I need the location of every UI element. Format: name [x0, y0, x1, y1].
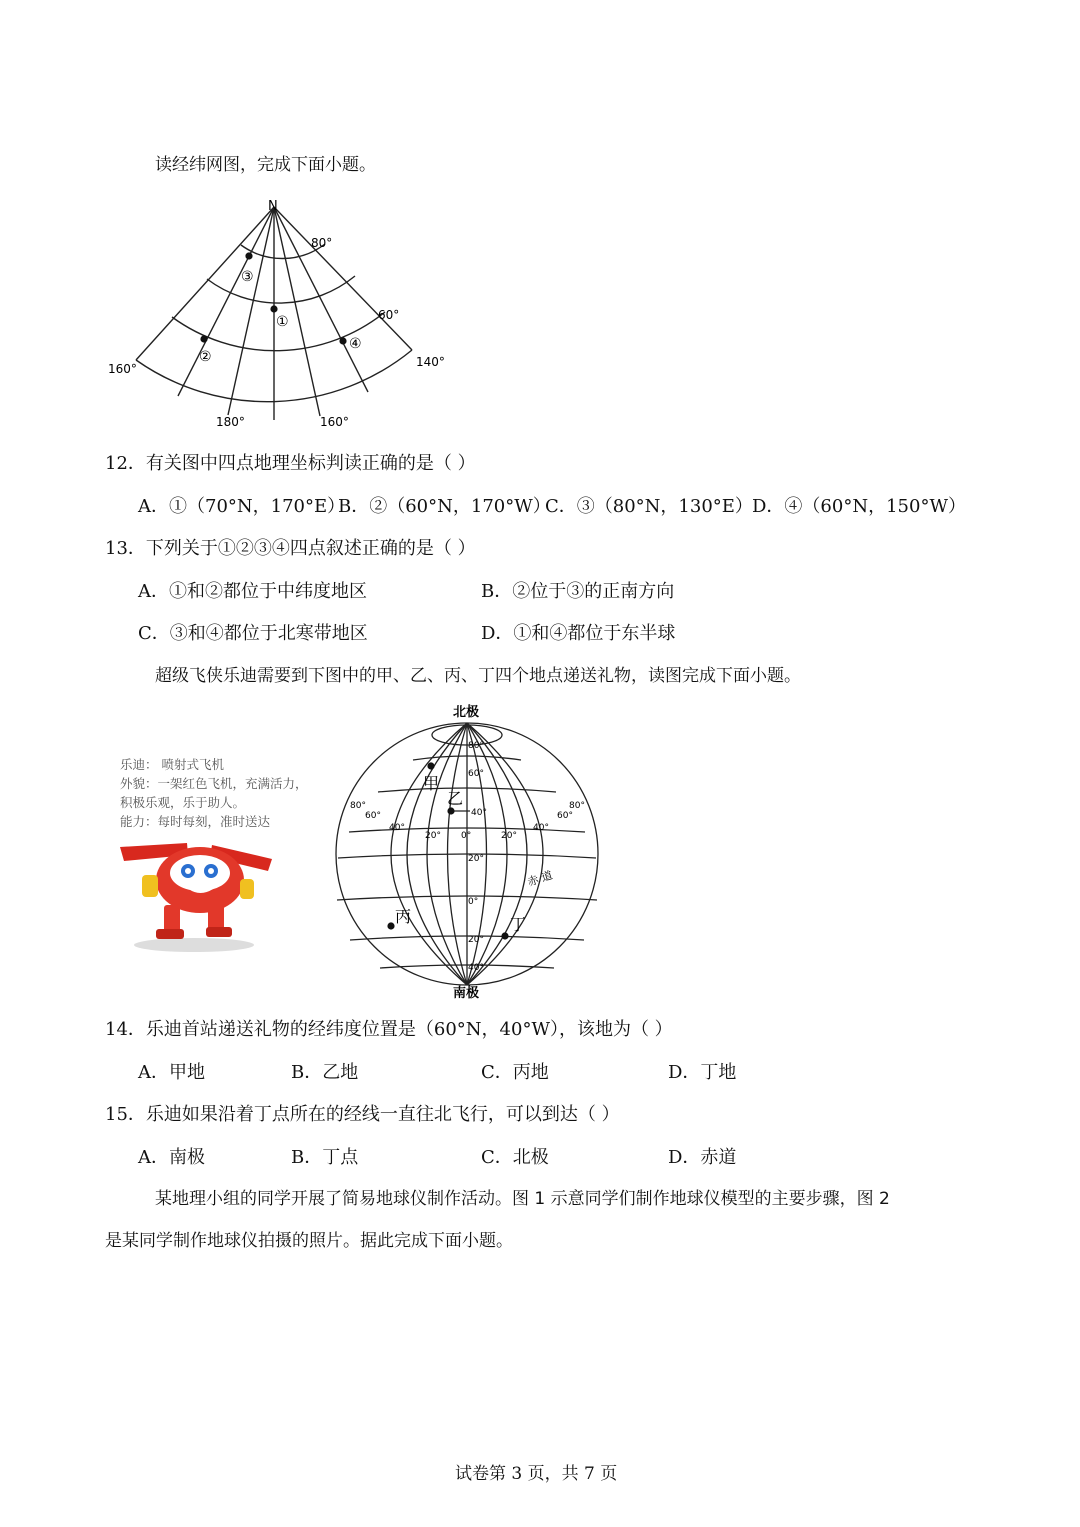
- section-intro-2: 超级飞侠乐迪需要到下图中的甲、乙、丙、丁四个地点递送礼物，读图完成下面小题。: [155, 666, 801, 686]
- lat-60n-label: 60°: [468, 769, 484, 779]
- character-illustration: [112, 825, 277, 955]
- q14-option-d[interactable]: D．丁地: [668, 1062, 737, 1083]
- lon-160-bottom-label: 160°: [320, 415, 349, 429]
- q13-option-b[interactable]: B．②位于③的正南方向: [481, 581, 675, 602]
- q14-option-b[interactable]: B．乙地: [291, 1062, 359, 1083]
- lat-60-label: 60°: [378, 308, 400, 322]
- lat-40n-label: 40°: [471, 808, 487, 818]
- lat-40s-label: 40°: [468, 963, 484, 973]
- point-2-label: ②: [199, 349, 212, 365]
- south-pole-label: 南极: [453, 986, 480, 1001]
- character-info: [120, 755, 308, 831]
- character-info-line-3: 积极乐观，乐于助人。: [120, 795, 246, 810]
- q12-option-a[interactable]: A．①（70°N，170°E）: [138, 496, 346, 517]
- globe-figure: [325, 700, 610, 1005]
- section-intro-3-line-1: 某地理小组的同学开展了简易地球仪制作活动。图 1 示意同学们制作地球仪模型的主要步骤，图 2: [155, 1189, 890, 1209]
- character-info-line-2: 外貌：一架红色飞机，充满活力，: [120, 776, 308, 791]
- page-footer: 试卷第 3 页，共 7 页: [455, 1464, 618, 1484]
- point-ding-label: 丁: [510, 915, 527, 934]
- lon-20-left-label: 20°: [425, 831, 441, 841]
- lon-180-label: 180°: [216, 415, 245, 429]
- question-12-stem: 12．有关图中四点地理坐标判读正确的是（ ）: [105, 453, 476, 474]
- lon-20-right-label: 20°: [501, 831, 517, 841]
- question-14-stem: 14．乐迪首站递送礼物的经纬度位置是（60°N，40°W），该地为（ ）: [105, 1019, 673, 1040]
- point-ding-dot: [501, 932, 508, 939]
- point-bing-dot: [387, 922, 394, 929]
- lon-40-left-label: 40°: [389, 823, 405, 833]
- section-intro-3-line-2: 是某同学制作地球仪拍摄的照片。据此完成下面小题。: [105, 1231, 513, 1251]
- lon-60-right-label: 60°: [557, 811, 573, 821]
- lon-60-left-label: 60°: [365, 811, 381, 821]
- q15-option-c[interactable]: C．北极: [481, 1147, 549, 1168]
- section-intro-1: 读经纬网图，完成下面小题。: [155, 155, 376, 175]
- point-1-dot: [270, 305, 277, 312]
- q12-option-d[interactable]: D．④（60°N，150°W）: [752, 496, 966, 517]
- lat-80n-label: 80°: [468, 741, 484, 751]
- point-4-label: ④: [349, 336, 362, 352]
- north-label: N: [268, 199, 278, 214]
- equator-label: 赤 道: [525, 868, 555, 889]
- q15-option-d[interactable]: D．赤道: [668, 1147, 737, 1168]
- q12-option-c[interactable]: C．③（80°N，130°E）: [545, 496, 753, 517]
- north-pole-label: 北极: [453, 705, 480, 720]
- lon-80-right-label: 80°: [569, 801, 585, 811]
- lon-160-left-label: 160°: [108, 362, 137, 376]
- lon-40-right-label: 40°: [533, 823, 549, 833]
- point-jia-label: 甲: [423, 774, 440, 793]
- lat-20s-label: 20°: [468, 935, 484, 945]
- question-13-stem: 13．下列关于①②③④四点叙述正确的是（ ）: [105, 538, 476, 559]
- point-yi-label: 乙: [447, 789, 464, 808]
- point-jia-dot: [427, 762, 434, 769]
- q14-option-a[interactable]: A．甲地: [138, 1062, 205, 1083]
- point-bing-label: 丙: [395, 907, 412, 926]
- point-3-label: ③: [241, 269, 254, 285]
- point-1-label: ①: [276, 314, 289, 330]
- lon-80-left-label: 80°: [350, 801, 366, 811]
- point-4-dot: [339, 337, 346, 344]
- character-info-line-1: 乐迪： 喷射式飞机: [120, 757, 224, 772]
- point-3-dot: [245, 252, 252, 259]
- lat-80-label: 80°: [311, 236, 333, 250]
- q13-option-c[interactable]: C．③和④都位于北寒带地区: [138, 623, 368, 644]
- q12-option-b[interactable]: B．②（60°N，170°W）: [338, 496, 551, 517]
- q15-option-a[interactable]: A．南极: [138, 1147, 205, 1168]
- lon-140-right-label: 140°: [416, 355, 445, 369]
- lat-lon-grid-figure: [100, 195, 450, 435]
- q13-option-d[interactable]: D．①和④都位于东半球: [481, 623, 676, 644]
- q15-option-b[interactable]: B．丁点: [291, 1147, 359, 1168]
- q13-option-a[interactable]: A．①和②都位于中纬度地区: [138, 581, 367, 602]
- question-15-stem: 15．乐迪如果沿着丁点所在的经线一直往北飞行，可以到达（ ）: [105, 1104, 620, 1125]
- q14-option-c[interactable]: C．丙地: [481, 1062, 549, 1083]
- lat-20n-label: 20°: [468, 854, 484, 864]
- character-info-line-4: 能力：每时每刻，准时送达: [120, 814, 271, 829]
- point-yi-dot: [447, 807, 454, 814]
- lon-0-label: 0°: [461, 831, 472, 841]
- point-2-dot: [200, 335, 207, 342]
- lat-0-label: 0°: [468, 897, 479, 907]
